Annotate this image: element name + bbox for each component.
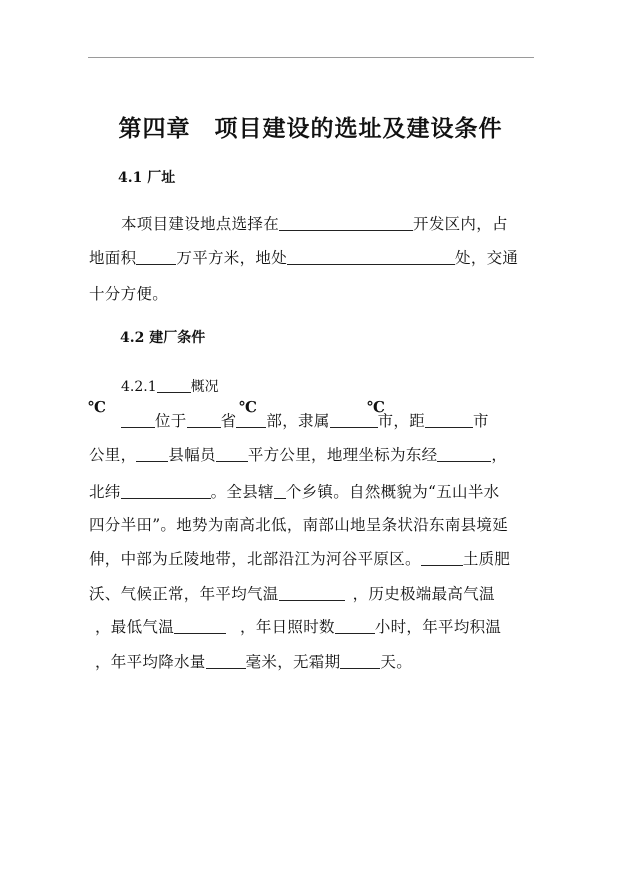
overview-line-4: 四分半田”。地势为南高北低，南部山地呈条状沿东南县境延 [89,516,509,534]
section-4-1-heading: 4.1 厂址 [118,170,176,186]
blank-county[interactable] [121,426,155,428]
chapter-title: 第四章 项目建设的选址及建设条件 [118,115,503,142]
blank-sunshine-hours[interactable] [335,632,375,634]
blank-avg-temp[interactable] [279,599,345,601]
section-4-2-1-heading: 4.2.1 概况 [121,379,219,395]
blank-precipitation[interactable] [206,667,246,669]
blank-province[interactable] [187,426,221,428]
site-para-line-2: 地面积 万平方米，地处 处，交通 [89,249,519,267]
degree-symbol-2: ℃ [239,398,257,416]
blank-location[interactable] [287,263,455,265]
blank-soil[interactable] [421,564,463,566]
blank-county-area[interactable] [216,460,248,462]
blank-min-temp[interactable] [174,632,226,634]
blank-frost-free[interactable] [340,667,380,669]
site-para-line-1: 本项目建设地点选择在 开发区内，占 [121,215,508,233]
overview-line-5: 伸，中部为丘陵地带，北部沿江为河谷平原区。 土质肥 [89,550,511,568]
overview-line-7: ，最低气温 ，年日照时数 小时，年平均积温 [95,618,502,636]
section-4-2-heading: 4.2 建厂条件 [120,330,206,346]
overview-line-1: 位于 省 部，隶属 市，距 市 [89,409,531,431]
overview-line-8: ，年平均降水量 毫米，无霜期 天。 [95,653,413,671]
site-para-line-3: 十分方便。 [89,285,169,303]
blank-distance[interactable] [136,460,168,462]
blank-township-count[interactable] [274,497,286,499]
blank-distance-city[interactable] [425,426,473,428]
header-rule [88,57,534,58]
blank-latitude[interactable] [121,497,211,499]
blank-direction[interactable] [236,426,266,428]
overview-line-2: 公里， 县幅员 平方公里，地理坐标为东经 ， [89,446,508,464]
blank-area[interactable] [136,263,176,265]
blank-zone-name[interactable] [279,229,413,231]
overview-line-6: 沃、气候正常，年平均气温 ，历史极端最高气温 [89,585,495,603]
blank-city[interactable] [330,426,378,428]
overview-line-3: 北纬 。全县辖 个乡镇。自然概貌为“五山半水 [89,483,500,501]
degree-symbol-3: ℃ [367,398,385,416]
degree-symbol-1: ℃ [88,398,106,416]
blank-section-name[interactable] [157,391,191,393]
blank-longitude[interactable] [437,460,491,462]
